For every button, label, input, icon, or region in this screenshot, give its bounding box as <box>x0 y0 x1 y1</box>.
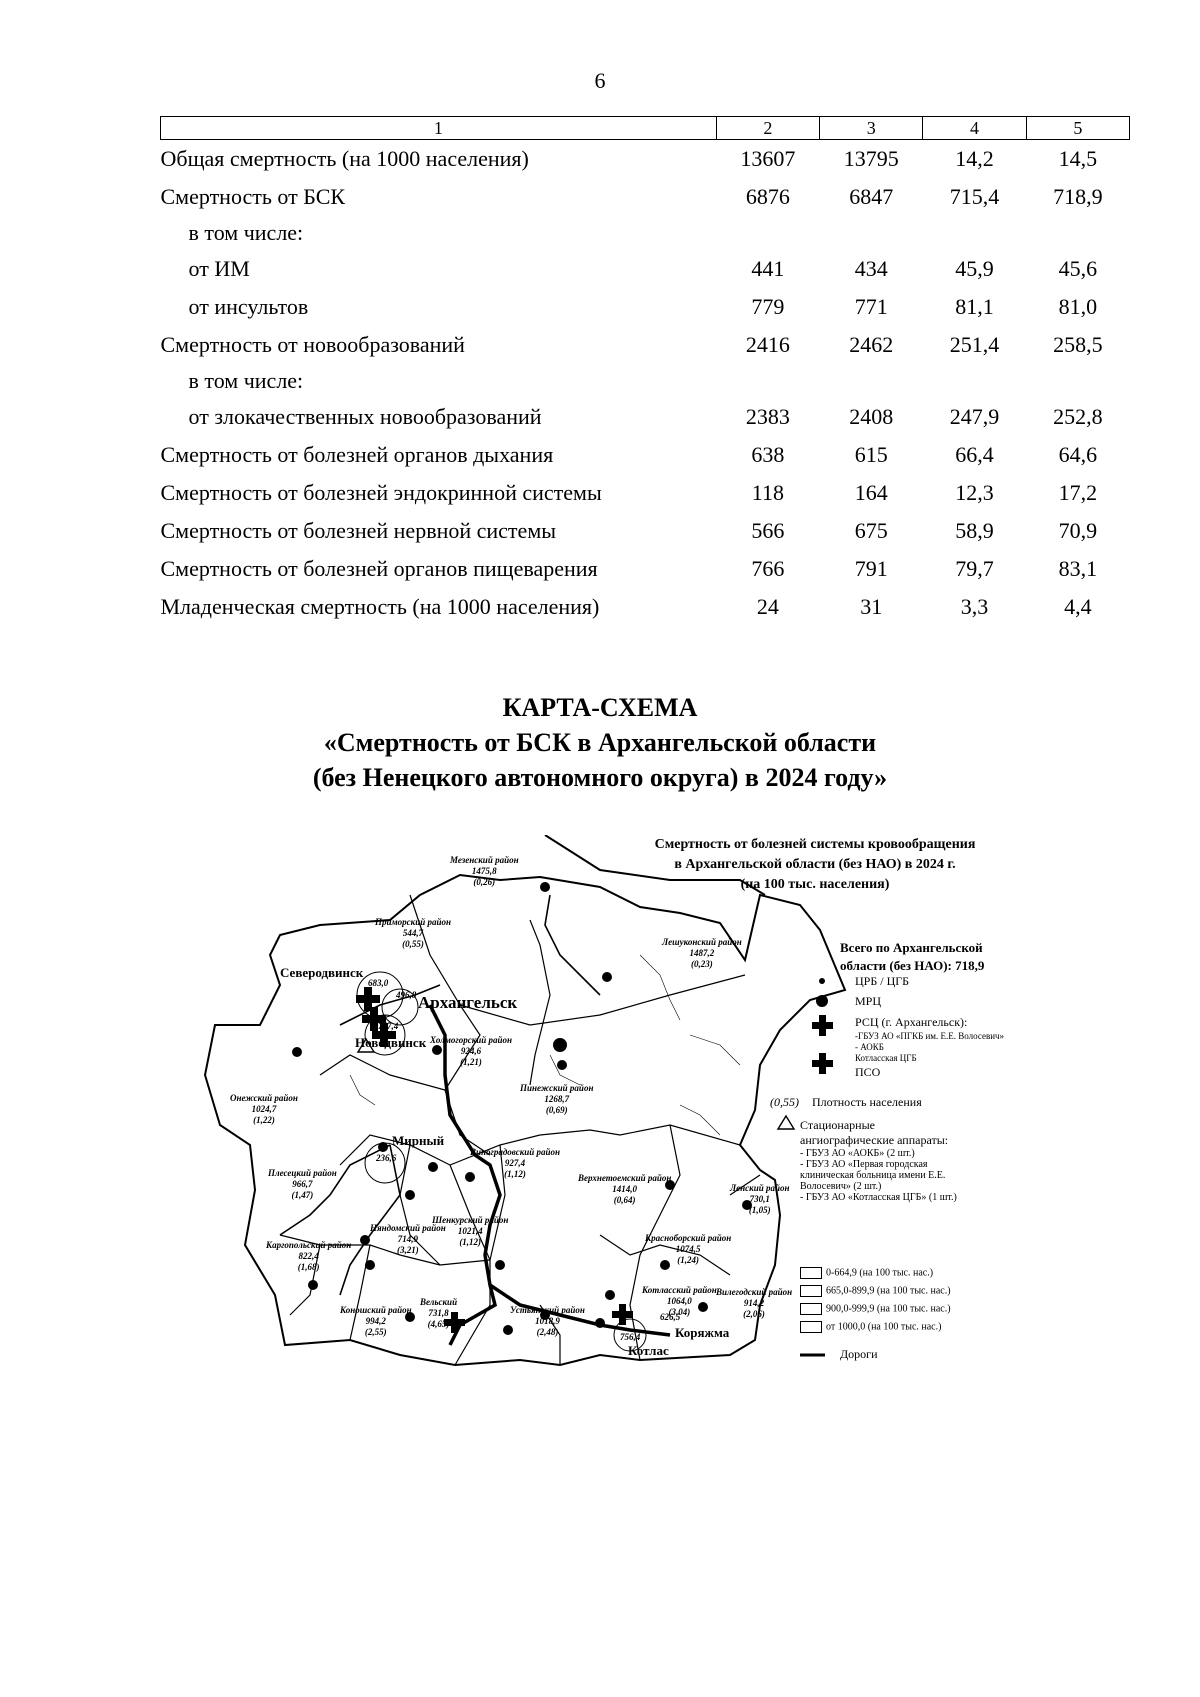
row-value <box>820 364 923 398</box>
city-value-kotlas: 756,4 <box>620 1332 641 1342</box>
district-name: Каргопольский район <box>266 1240 352 1250</box>
table-row <box>161 436 1130 474</box>
row-value: 64,6 <box>1058 442 1098 467</box>
table-row <box>161 288 1130 326</box>
legend-swatch <box>800 1321 822 1333</box>
title-line: «Смертность от БСК в Архангельской области <box>323 728 877 757</box>
legend-roads: Дороги <box>840 1347 878 1361</box>
row-value: 14,5 <box>1058 146 1098 171</box>
row-value <box>923 216 1026 250</box>
legend-mrc: МРЦ <box>855 994 882 1008</box>
district-vilegodsky <box>716 1287 792 1320</box>
row-value: 434 <box>854 256 888 281</box>
district-name: Плесецкий район <box>268 1168 337 1178</box>
column-header: 4 <box>923 117 1026 140</box>
district-value: 714,9 <box>397 1234 418 1244</box>
legend-rsc-item: -ГБУЗ АО «ПГКБ им. Е.Е. Волосевич» <box>855 1031 1005 1041</box>
row-value: 17,2 <box>1058 480 1098 505</box>
row-value: 13795 <box>843 146 899 171</box>
district-value: 1064,0 <box>666 1296 692 1306</box>
district-nyandomsky <box>370 1223 446 1256</box>
legend-range-text: от 1000,0 (на 100 тыс. нас.) <box>826 1321 942 1333</box>
district-vinogradovsky <box>470 1147 560 1180</box>
city-label-kotlas: Котлас <box>628 1343 669 1358</box>
row-label: от ИМ <box>188 256 250 281</box>
statistics-table <box>160 116 1130 626</box>
district-kholmogorsky <box>430 1035 512 1068</box>
row-value: 81,0 <box>1058 294 1098 319</box>
map-total-line: Всего по Архангельской <box>840 940 983 955</box>
district-name: Ленский район <box>730 1183 790 1193</box>
district-value: 731,8 <box>428 1308 449 1318</box>
district-value: 1475,8 <box>471 866 497 876</box>
district-density: (0,23) <box>690 959 713 969</box>
district-value: 1487,2 <box>689 948 715 958</box>
district-lensky <box>730 1183 789 1216</box>
row-value: 2416 <box>745 332 790 357</box>
row-value <box>716 216 819 250</box>
district-name: Вилегодский район <box>716 1287 793 1297</box>
district-name: Пинежский район <box>520 1083 594 1093</box>
row-label: Младенческая смертность (на 1000 населения) <box>160 594 600 619</box>
title-line: КАРТА-СХЕМА <box>502 693 698 722</box>
district-density: (0,64) <box>613 1195 636 1205</box>
row-value: 14,2 <box>955 146 994 171</box>
city-label-severodvinsk: Северодвинск <box>280 965 364 980</box>
legend-range-4 <box>800 1321 941 1333</box>
legend-angio-line: - ГБУЗ АО «Котласская ЦГБ» (1 шт.) <box>800 1192 957 1203</box>
map-heading-line: Смертность от болезней системы кровообращения <box>654 837 976 852</box>
row-value: 6876 <box>745 184 790 209</box>
column-header: 3 <box>820 117 923 140</box>
district-value: 924,6 <box>460 1046 482 1056</box>
district-value: 1414,0 <box>612 1184 638 1194</box>
district-name: Верхнетоемский район <box>578 1173 672 1183</box>
table-row <box>161 216 1130 250</box>
district-value: 1018,9 <box>535 1316 560 1326</box>
row-value: 441 <box>751 256 785 281</box>
legend-range-text: 0-664,9 (на 100 тыс. нас.) <box>826 1267 934 1279</box>
district-density: (1,22) <box>253 1115 275 1125</box>
city-label-novodvinsk: Новодвинск <box>355 1035 427 1050</box>
map-schema <box>200 835 1100 1515</box>
district-value: 544,7 <box>402 928 424 938</box>
table-row <box>161 178 1130 216</box>
row-value: 615 <box>854 442 888 467</box>
district-value: 1268,7 <box>544 1094 570 1104</box>
row-label: в том числе: <box>188 368 304 393</box>
district-onezhsky <box>230 1093 298 1126</box>
row-value: 31 <box>860 594 883 619</box>
district-konoshsky <box>340 1305 412 1338</box>
district-name: Шенкурский район <box>432 1215 509 1225</box>
district-value: 730,1 <box>749 1194 770 1204</box>
district-name: Вельский <box>420 1297 458 1307</box>
legend-range-text: 900,0-999,9 (на 100 тыс. нас.) <box>826 1303 951 1315</box>
row-value: 4,4 <box>1064 594 1092 619</box>
legend-swatch <box>800 1303 822 1315</box>
district-name: Няндомский район <box>370 1223 446 1233</box>
district-density: (1,47) <box>291 1190 314 1200</box>
district-name: Холмогорский район <box>430 1035 513 1045</box>
row-label: в том числе: <box>188 220 304 245</box>
district-name: Виноградовский район <box>470 1147 561 1157</box>
row-label: от злокачественных новообразований <box>188 404 542 429</box>
district-value: 1074,5 <box>675 1244 701 1254</box>
table-row <box>161 250 1130 288</box>
row-value: 45,9 <box>955 256 994 281</box>
row-value: 779 <box>751 294 785 319</box>
row-value: 2383 <box>745 404 790 429</box>
map-heading-line: в Архангельской области (без НАО) в 2024 г. <box>674 857 956 872</box>
district-value: 927,4 <box>504 1158 526 1168</box>
legend-angio <box>800 1118 957 1203</box>
table-row <box>161 550 1130 588</box>
map-total-line: области (без НАО): 718,9 <box>840 958 985 973</box>
district-density: (1,12) <box>459 1237 482 1247</box>
table-body <box>161 140 1130 627</box>
district-value: 966,7 <box>292 1179 313 1189</box>
legend-crb: ЦРБ / ЦГБ <box>855 974 910 988</box>
row-value: 6847 <box>849 184 894 209</box>
row-value: 58,9 <box>955 518 994 543</box>
district-value: 822,4 <box>298 1251 319 1261</box>
row-value: 791 <box>854 556 888 581</box>
city-value-koryazhma: 626,5 <box>660 1312 681 1322</box>
title-line: (без Ненецкого автономного округа) в 2024 году» <box>312 763 888 792</box>
column-header: 2 <box>716 117 819 140</box>
district-density: (0,69) <box>545 1105 568 1115</box>
district-ustyansky <box>510 1305 585 1338</box>
row-label: Смертность от болезней органов дыхания <box>160 442 554 467</box>
district-name: Красноборский район <box>645 1233 732 1243</box>
legend-range-1 <box>800 1267 933 1279</box>
district-value: 1024,7 <box>251 1104 277 1114</box>
district-density: (0,55) <box>402 939 424 949</box>
district-name: Устьянский район <box>510 1305 585 1315</box>
legend-density: Плотность населения <box>812 1095 922 1109</box>
row-value: 12,3 <box>955 480 994 505</box>
row-value: 79,7 <box>955 556 994 581</box>
row-value <box>1026 216 1129 250</box>
row-value: 566 <box>751 518 785 543</box>
map-total <box>840 939 984 975</box>
legend-rsc: РСЦ (г. Архангельск): <box>855 1015 968 1029</box>
row-value: 718,9 <box>1053 184 1103 209</box>
map-title <box>0 690 1200 795</box>
row-value: 638 <box>751 442 785 467</box>
district-kotlassky <box>642 1285 717 1318</box>
row-value: 70,9 <box>1058 518 1098 543</box>
table-row <box>161 364 1130 398</box>
row-value: 66,4 <box>955 442 994 467</box>
legend-angio-line: Стационарные <box>800 1118 875 1132</box>
district-value: 914,2 <box>743 1298 765 1308</box>
row-value: 771 <box>854 294 888 319</box>
district-density: (1,05) <box>748 1205 771 1215</box>
legend-angio-line: - ГБУЗ АО «АОКБ» (2 шт.) <box>800 1148 915 1159</box>
legend-angio-line: - ГБУЗ АО «Первая городская <box>800 1159 928 1170</box>
district-name: Онежский район <box>230 1093 298 1103</box>
row-label: от инсультов <box>188 294 309 319</box>
legend-pso: ПСО <box>855 1065 881 1079</box>
city-label-mirny: Мирный <box>392 1133 445 1148</box>
district-density: (3,04) <box>668 1307 691 1317</box>
district-plesetsky <box>268 1168 337 1201</box>
legend-angio-line: клиническая больница имени Е.Е. <box>800 1170 946 1181</box>
district-krasnoborsky <box>645 1233 731 1266</box>
district-density: (1,24) <box>677 1255 700 1265</box>
row-value: 247,9 <box>949 404 1000 429</box>
row-value: 766 <box>751 556 785 581</box>
row-value: 164 <box>854 480 888 505</box>
row-label: Смертность от болезней нервной системы <box>160 518 557 543</box>
city-label-arkhangelsk: Архангельск <box>418 993 518 1012</box>
district-pinezhsky <box>520 1083 593 1116</box>
district-density: (2,48) <box>536 1327 559 1337</box>
legend-rsc-item: - АОКБ <box>855 1042 884 1052</box>
table-row <box>161 398 1130 436</box>
table-header-row <box>161 117 1130 140</box>
row-value: 13607 <box>740 146 796 171</box>
city-label-koryazhma: Коряжма <box>675 1325 730 1340</box>
district-density: (4,65) <box>427 1319 450 1329</box>
table-row <box>161 512 1130 550</box>
district-name: Котласский район <box>642 1285 717 1295</box>
row-label: Смертность от БСК <box>160 184 346 209</box>
district-mezen <box>450 855 519 888</box>
map-heading <box>590 835 1040 895</box>
district-velsky <box>420 1297 457 1330</box>
legend-density-sample: (0,55) <box>770 1095 799 1109</box>
legend-range-3 <box>800 1303 951 1315</box>
row-value <box>1026 364 1129 398</box>
row-value: 715,4 <box>949 184 1000 209</box>
row-value: 81,1 <box>955 294 994 319</box>
city-value-arkhangelsk: 496,8 <box>396 990 417 1000</box>
row-value: 675 <box>854 518 888 543</box>
district-density: (1,21) <box>460 1057 482 1067</box>
table-row <box>161 140 1130 179</box>
district-primorsky <box>375 917 451 950</box>
row-value: 2408 <box>849 404 894 429</box>
row-value: 2462 <box>849 332 894 357</box>
legend-swatch <box>800 1285 822 1297</box>
row-label: Общая смертность (на 1000 населения) <box>160 146 529 171</box>
row-value: 24 <box>756 594 779 619</box>
row-value: 252,8 <box>1053 404 1103 429</box>
row-value <box>716 364 819 398</box>
row-value <box>923 364 1026 398</box>
legend-rsc-item: Котласская ЦГБ <box>855 1053 917 1063</box>
column-header: 1 <box>161 117 717 140</box>
row-value: 258,5 <box>1053 332 1103 357</box>
district-density: (3,21) <box>397 1245 419 1255</box>
district-density: (1,68) <box>297 1262 320 1272</box>
district-density: (2,55) <box>364 1327 387 1337</box>
column-header: 5 <box>1026 117 1129 140</box>
city-value-novodvinsk: 747,4 <box>378 1021 399 1031</box>
legend-angio-line: Волосевич» (2 шт.) <box>800 1181 882 1192</box>
district-density: (0,26) <box>473 877 496 887</box>
district-kargopolsky <box>266 1240 351 1273</box>
city-value-mirny: 236,6 <box>376 1153 397 1163</box>
row-label: Смертность от болезней органов пищеварения <box>160 556 598 581</box>
row-value: 118 <box>751 480 784 505</box>
district-name: Мезенский район <box>450 855 519 865</box>
district-name: Коношский район <box>340 1305 412 1315</box>
legend-swatch <box>800 1267 822 1279</box>
district-name: Приморский район <box>375 917 451 927</box>
legend-range-text: 665,0-899,9 (на 100 тыс. нас.) <box>826 1285 951 1297</box>
table-row <box>161 326 1130 364</box>
district-verkhnetoemsky <box>578 1173 671 1206</box>
row-value: 3,3 <box>960 594 989 619</box>
legend-angio-line: ангиографические аппараты: <box>800 1133 949 1147</box>
legend-range-2 <box>800 1285 951 1297</box>
table-row <box>161 588 1130 626</box>
row-label: Смертность от новообразований <box>160 332 465 357</box>
city-value-severodvinsk: 683,0 <box>368 978 389 988</box>
row-value: 45,6 <box>1058 256 1098 281</box>
table-row <box>161 474 1130 512</box>
row-value: 251,4 <box>949 332 1000 357</box>
row-label: Смертность от болезней эндокринной системы <box>160 480 602 505</box>
district-name: Лешуконский район <box>662 937 742 947</box>
district-density: (2,06) <box>743 1309 765 1319</box>
district-leshukonsky <box>662 937 742 970</box>
map-heading-line: (на 100 тыс. населения) <box>740 877 890 892</box>
row-value: 83,1 <box>1058 556 1098 581</box>
district-value: 994,2 <box>365 1316 386 1326</box>
row-value <box>820 216 923 250</box>
district-density: (1,12) <box>504 1169 526 1179</box>
district-value: 1021,4 <box>457 1226 483 1236</box>
page-number: 6 <box>594 68 606 93</box>
